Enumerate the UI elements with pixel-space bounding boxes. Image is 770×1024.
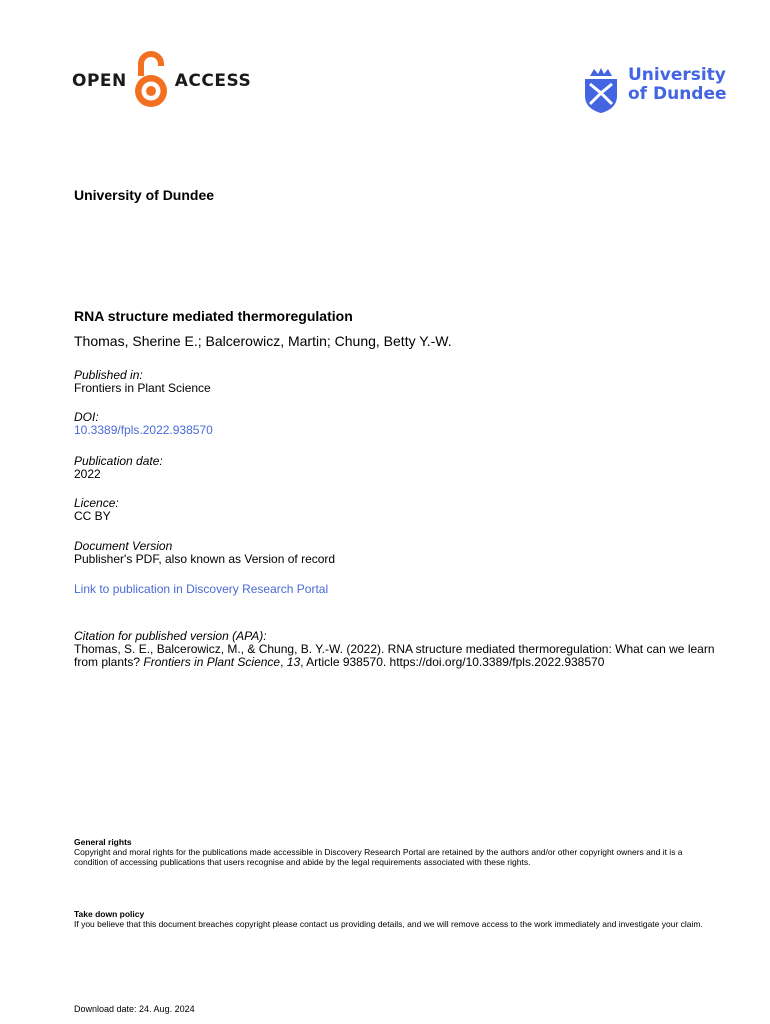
- open-lock-icon: [131, 50, 171, 112]
- publication-title: RNA structure mediated thermoregulation: [74, 308, 353, 324]
- university-logo: [582, 66, 727, 114]
- document-version-label: Document Version: [74, 539, 173, 553]
- published-in-label: Published in:: [74, 368, 143, 382]
- general-rights-heading: General rights: [74, 837, 132, 847]
- take-down-heading: Take down policy: [74, 909, 145, 919]
- published-in-block: [74, 369, 211, 395]
- citation-text-start: Thomas, S. E., Balcerowicz, M., & Chung, B. Y.-W. (2022). RNA structure mediated thermoregulation: What can we learn from plants?: [74, 642, 715, 669]
- university-logo-line1: University: [628, 65, 726, 85]
- licence-value: CC BY: [74, 509, 111, 523]
- citation-text: [74, 643, 724, 669]
- take-down-section: [74, 909, 724, 929]
- citation-label: Citation for published version (APA):: [74, 629, 267, 643]
- citation-journal: Frontiers in Plant Science: [143, 655, 281, 669]
- institution-heading: University of Dundee: [74, 187, 215, 203]
- doi-label: DOI:: [74, 410, 99, 424]
- document-version-block: [74, 540, 335, 566]
- open-access-left-text: OPEN: [72, 71, 127, 91]
- open-access-right-text: ACCESS: [174, 71, 252, 91]
- licence-block: [74, 497, 119, 523]
- general-rights-section: [74, 837, 714, 867]
- licence-label: Licence:: [74, 496, 119, 510]
- portal-link[interactable]: Link to publication in Discovery Research Portal: [74, 582, 329, 596]
- doi-link[interactable]: 10.3389/fpls.2022.938570: [74, 423, 213, 437]
- citation-sep: ,: [280, 655, 287, 669]
- citation-volume: 13: [286, 655, 301, 669]
- citation-block: [74, 630, 724, 669]
- publication-date-block: [74, 455, 163, 481]
- author-list: Thomas, Sherine E.; Balcerowicz, Martin; Chung, Betty Y.-W.: [74, 333, 452, 349]
- university-logo-line2: of Dundee: [628, 84, 727, 104]
- open-access-logo: [72, 50, 251, 112]
- take-down-body: If you believe that this document breaches copyright please contact us providing details, and we will remove access to the work immediately and investigate your claim.: [74, 919, 703, 929]
- publication-date-label: Publication date:: [74, 454, 163, 468]
- download-date: Download date: 24. Aug. 2024: [74, 1004, 195, 1014]
- citation-text-end: , Article 938570. https://doi.org/10.3389/fpls.2022.938570: [300, 655, 605, 669]
- university-shield-icon: [582, 66, 620, 114]
- publication-date-value: 2022: [74, 467, 101, 481]
- published-in-value: Frontiers in Plant Science: [74, 381, 211, 395]
- doi-block: [74, 411, 213, 437]
- general-rights-body: Copyright and moral rights for the publications made accessible in Discovery Research Portal are retained by the authors and/or other copyright owners and it is a condition of accessing publications that users recognise and abide by the legal requirements associated with these rights.: [74, 847, 683, 867]
- document-version-value: Publisher's PDF, also known as Version of record: [74, 552, 336, 566]
